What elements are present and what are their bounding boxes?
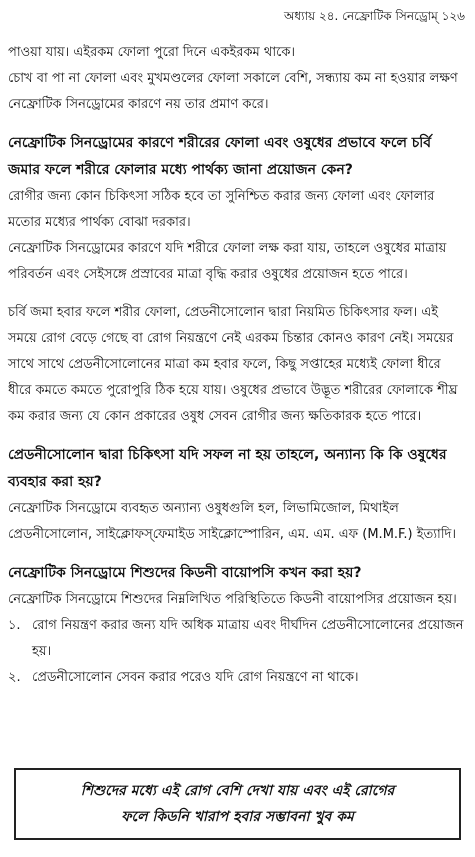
list-text: রোগ নিয়ন্ত্রণ করার জন্য যদি অধিক মাত্রায় এবং দীর্ঘদিন প্রেডনীসোলোনের প্রয়োজন হয়। — [32, 618, 464, 659]
list-number: ২. — [8, 670, 21, 685]
list-item — [8, 613, 467, 665]
list-item — [8, 665, 467, 691]
paragraph: নেফ্রোটিক সিনড্রোমে শিশুদের নিম্নলিখিত পরিস্থিতিতে কিডনী বায়োপসির প্রয়োজন হয়। — [8, 592, 457, 607]
list-text: প্রেডনীসোলোন সেবন করার পরেও যদি রোগ নিয়ন্ত্রণে না থাকে। — [32, 670, 359, 685]
paragraph: চর্বি জমা হবার ফলে শরীর ফোলা, প্রেডনীসোলোন দ্বারা নিয়মিত চিকিৎসার ফল। এই সময়ে রোগ বেড়ে গেছে বা রোগ নিয়ন্ত্রণে নেই এরকম চিন্তার কোনও কারণ নেই। সময়ের সাথে সাথে প্রেডনীসোলোনের মাত্রা কম হবার ফলে, কিছু সপ্তাহের মধ্যেই ফোলা ধীরে ধীরে কমতে কমতে পুরোপুরি ঠিক হয়ে যায়। ওষুধের প্রভাবে উদ্ভূত শরীরের ফোলাকে শীঘ্র কম করার জন্য যে কোন প্রকারের ওষুধ সেবন রোগীর জন্য ক্ষতিকারক হতে পারে। — [8, 305, 458, 424]
paragraph: নেফ্রোটিক সিনড্রোমে ব্যবহৃত অন্যান্য ওষুধগুলি হল, লিভামিজোল, মিথাইল প্রেডনীসোলোন, সাইক্লোফস্‌ফেমাইড সাইক্লোস্পোরিন, এম. এম. এফ (M.M.F.) ইত্যাদি। — [8, 501, 457, 542]
paragraph: নেফ্রোটিক সিনড্রোমের কারণে যদি শরীরে ফোলা লক্ষ করা যায়, তাহলে ওষুধের মাত্রায় পরিবর্তন এবং সেইসঙ্গে প্রস্রাবের মাত্রা বৃদ্ধি করার ওষুধের প্রয়োজন হতে পারে। — [8, 241, 447, 282]
paragraph: রোগীর জন্য কোন চিকিৎসা সঠিক হবে তা সুনিশ্চিত করার জন্য ফোলা এবং ফোলার মতোর মধ্যের পার্থক্য বোঝা দরকার। — [8, 189, 435, 230]
body-text — [8, 40, 467, 691]
callout-line: ফলে কিডনি খারাপ হবার সম্ভাবনা খুব কম — [121, 809, 354, 825]
question-heading: নেফ্রোটিক সিনড্রোমে শিশুদের কিডনী বায়োপসি কখন করা হয়? — [8, 565, 362, 581]
paragraph: পাওয়া যায়। এইরকম ফোলা পুরো দিনে একইরকম থাকে। — [8, 45, 296, 60]
callout-line: শিশুদের মধ্যে এই রোগ বেশি দেখা যায় এবং এই রোগের — [80, 783, 395, 799]
page-header: অধ্যায় ২৪. নেফ্রোটিক সিনড্রোম্‌ ১২৬ — [283, 9, 465, 23]
question-heading: প্রেডনীসোলোন দ্বারা চিকিৎসা যদি সফল না হয় তাহলে, অন্যান্য কি কি ওষুধের ব্যবহার করা হয়? — [8, 447, 447, 490]
list-number: ১. — [8, 618, 21, 633]
question-heading: নেফ্রোটিক সিনড্রোমের কারণে শরীরের ফোলা এবং ওষুধের প্রভাবে ফলে চর্বি জমার ফলে শরীরে ফোলার মধ্যে পার্থক্য জানা প্রয়োজন কেন? — [8, 135, 432, 178]
paragraph: চোখ বা পা না ফোলা এবং মুখমণ্ডলের ফোলা সকালে বেশি, সন্ধ্যায় কম না হওয়ার লক্ষণ নেফ্রোটিক সিনড্রোমের কারণে নয় তার প্রমাণ করে। — [8, 71, 458, 112]
callout-box — [14, 768, 461, 840]
